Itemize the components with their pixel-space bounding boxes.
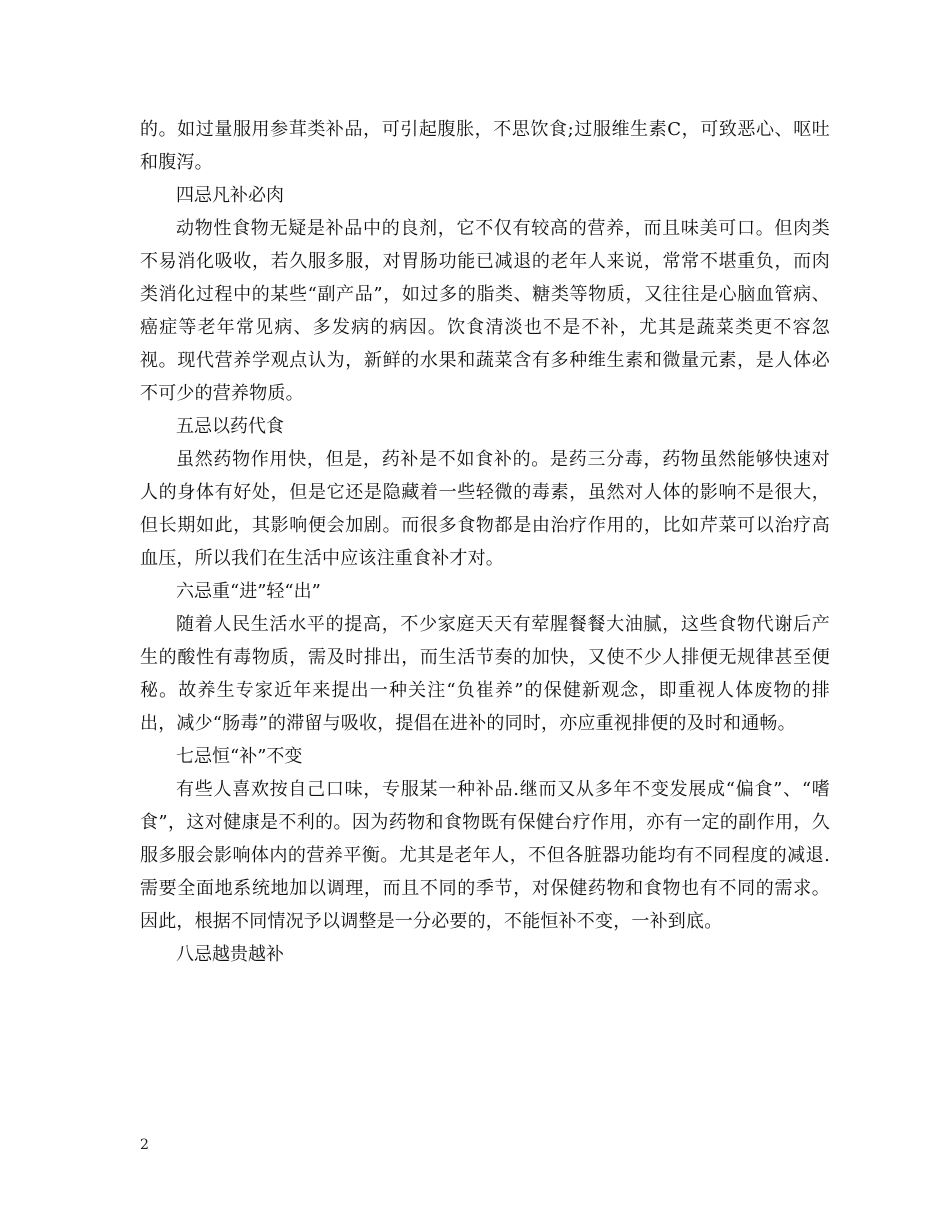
- paragraph-section-5: 虽然药物作用快，但是，药补是不如食补的。是药三分毒，药物虽然能够快速对人的身体有好处，但是它还是隐藏着一些轻微的毒素，虽然对人体的影响不是很大，但长期如此，其影响便会加剧。而很多食物都是由治疗作用的，比如芹菜可以治疗高血压，所以我们在生活中应该注重食补才对。: [140, 449, 830, 569]
- section-heading-4: 四忌凡补必肉: [176, 185, 284, 206]
- page-number: 2: [140, 1137, 149, 1153]
- paragraph-section-4: 动物性食物无疑是补品中的良剂，它不仅有较高的营养，而且味美可口。但肉类不易消化吸收，若久服多服，对胃肠功能已减退的老年人来说，常常不堪重负，而肉类消化过程中的某些“副产品”，如过多的脂类、糖类等物质，又往往是心脑血管病、癌症等老年常见病、多发病的病因。饮食清淡也不是不补，尤其是蔬菜类更不容忽视。现代营养学观点认为，新鲜的水果和蔬菜含有多种维生素和微量元素，是人体必不可少的营养物质。: [140, 218, 830, 404]
- document-body: [140, 113, 830, 971]
- section-heading-6: 六忌重“进”轻“出”: [176, 581, 321, 602]
- section-heading-8: 八忌越贵越补: [176, 944, 284, 965]
- paragraph-section-7: 有些人喜欢按自己口味，专服某一种补品.继而又从多年不变发展成“偏食”、“嗜食”，这对健康是不利的。因为药物和食物既有保健台疗作用，亦有一定的副作用，久服多服会影响体内的营养平衡。尤其是老年人，不但各脏器功能均有不同程度的减退.需要全面地系统地加以调理，而且不同的季节，对保健药物和食物也有不同的需求。因此，根据不同情况予以调整是一分必要的，不能恒补不变，一补到底。: [140, 779, 830, 932]
- section-heading-5: 五忌以药代食: [176, 416, 284, 437]
- paragraph-section-6: 随着人民生活水平的提高，不少家庭天天有荤腥餐餐大油腻，这些食物代谢后产生的酸性有毒物质，需及时排出，而生活节奏的加快，又使不少人排便无规律甚至便秘。故养生专家近年来提出一种关注“负崔养”的保健新观念，即重视人体废物的排出，减少“肠毒”的滞留与吸收，提倡在进补的同时，亦应重视排便的及时和通畅。: [140, 614, 830, 734]
- section-heading-7: 七忌恒“补”不变: [176, 746, 303, 767]
- paragraph-intro: 的。如过量服用参茸类补品，可引起腹胀，不思饮食;过服维生素C，可致恶心、呕吐和腹泻。: [140, 119, 830, 173]
